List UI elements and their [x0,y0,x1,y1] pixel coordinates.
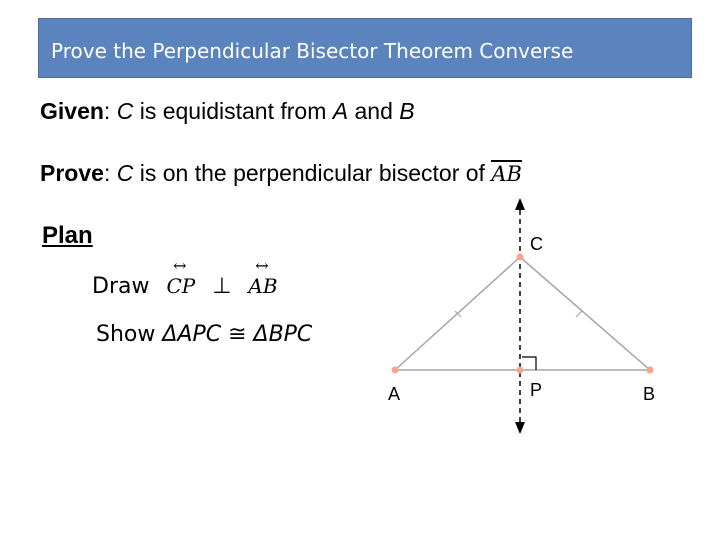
perpendicular-symbol: ⊥ [212,274,232,299]
given-colon: : [103,98,111,124]
given-c: C [116,98,134,124]
tick-mark-bc [576,311,582,317]
right-angle-marker [522,357,536,370]
line-ab: ↔ AB [248,274,277,298]
point-c [517,254,524,261]
plan-heading: Plan [42,222,93,249]
point-b [647,367,654,374]
given-label: Given [40,98,104,124]
congruent-symbol: ≅ [221,322,254,347]
prove-c: C [116,160,134,186]
prove-label: Prove [40,160,104,186]
line-cp: ↔ CP [166,274,195,298]
label-b: B [643,384,656,404]
point-a [392,367,399,374]
given-a: A [332,98,349,124]
label-c: C [530,234,543,254]
given-text: is equidistant from [133,98,333,124]
prove-text: is on the perpendicular bisector of [133,160,492,186]
arrow-up-icon [515,198,525,210]
triangle-apc: ΔAPC [162,322,222,347]
arrow-down-icon [515,422,525,434]
label-a: A [388,384,401,404]
show-label: Show [96,322,163,347]
slide-title: Prove the Perpendicular Bisector Theorem Converse [51,39,574,63]
segment-bc [520,257,650,370]
label-p: P [530,380,543,400]
given-b: B [399,98,415,124]
draw-label: Draw [92,274,150,299]
point-p [517,367,524,374]
given-and: and [348,98,400,124]
segment-ab: AB [491,162,522,186]
prove-colon: : [103,160,111,186]
triangle-bpc: ΔBPC [253,322,313,347]
